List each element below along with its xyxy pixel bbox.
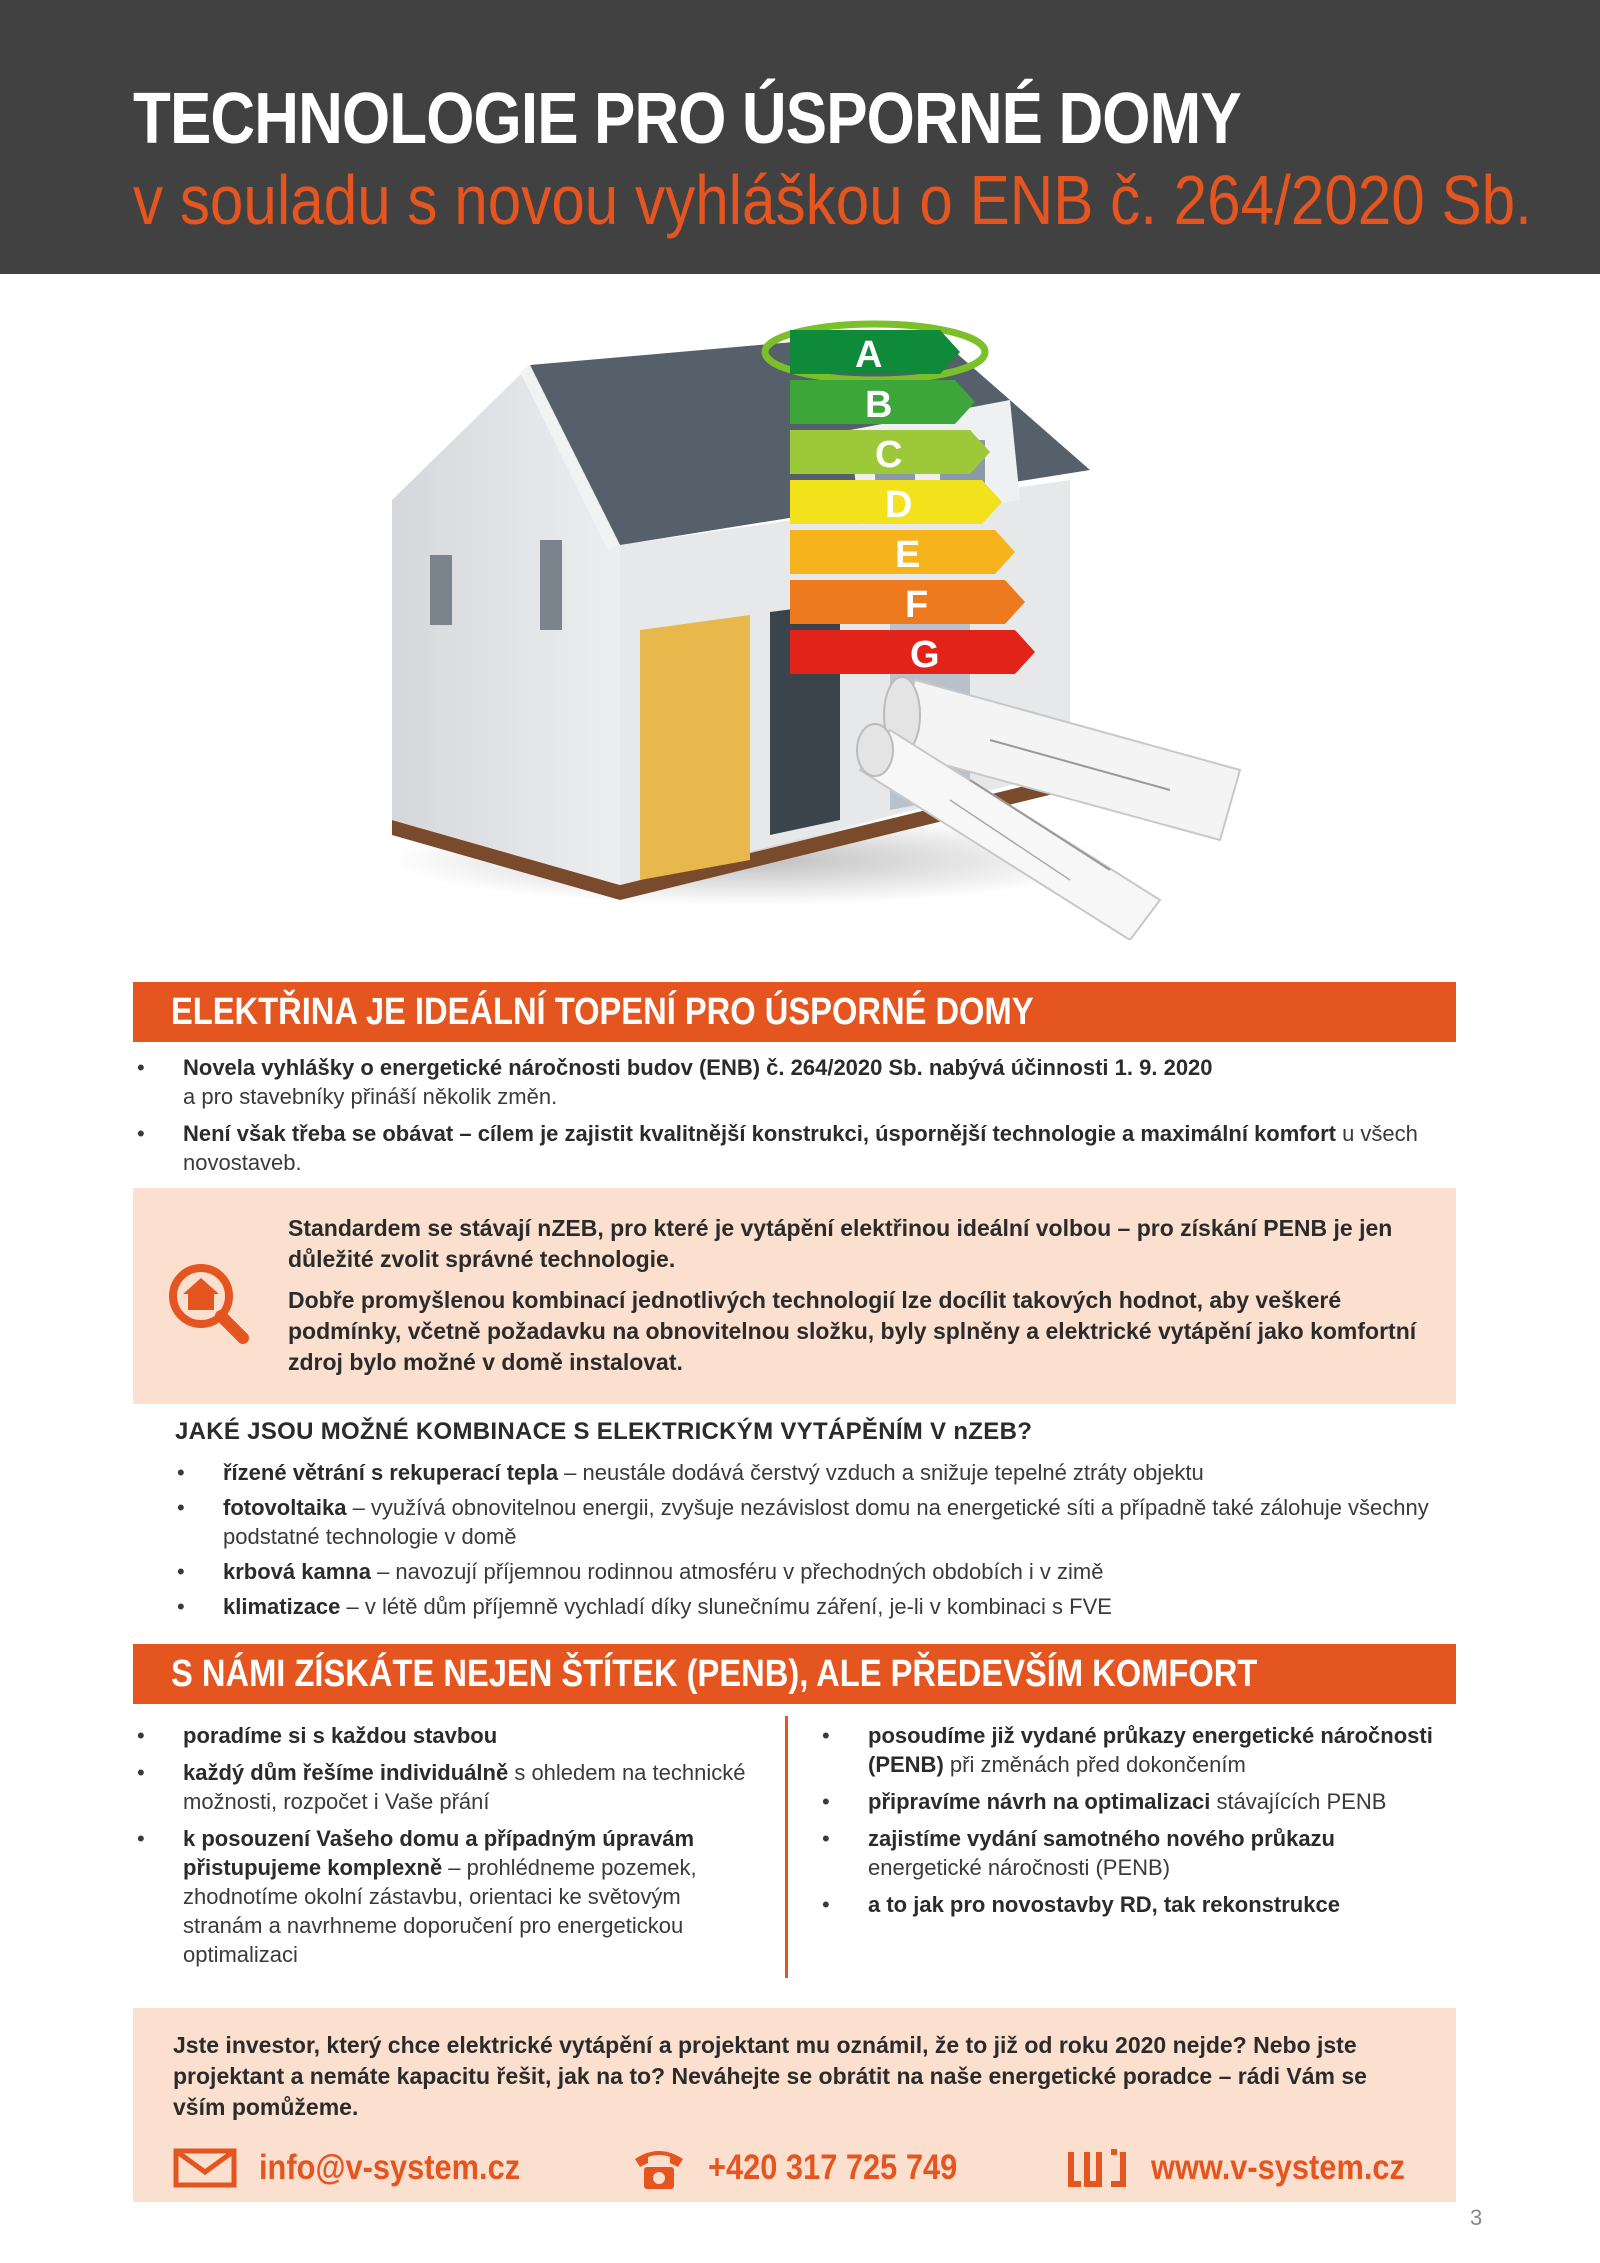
section-heading-comfort: S NÁMI ZÍSKÁTE NEJEN ŠTÍTEK (PENB), ALE PŘEDEVŠÍM KOMFORT [133, 1644, 1456, 1704]
list-item: • posoudíme již vydané průkazy energetické náročnosti (PENB) při změnách před dokončením [820, 1721, 1445, 1779]
list-item: • fotovoltaika – využívá obnovitelnou energii, zvyšuje nezávislost domu na energetické síti a případně také zálohuje všechny podstatné technologie v domě [175, 1493, 1435, 1551]
info-box [133, 1188, 1456, 1404]
header-banner [0, 0, 1600, 274]
svg-text:D: D [885, 484, 913, 526]
svg-text:G: G [910, 634, 940, 676]
gable-window [540, 540, 562, 630]
energy-label-a [790, 330, 960, 376]
svg-text:F: F [905, 584, 929, 626]
envelope-icon [173, 2148, 237, 2188]
list-item: • řízené větrání s rekuperací tepla – neustále dodává čerstvý vzduch a snižuje tepelné ztráty objektu [175, 1458, 1435, 1487]
energy-label-e [790, 530, 1015, 576]
list-item: • k posouzení Vašeho domu a případným úpravám přistupujeme komplexně – prohlédneme pozemek, zhodnotíme okolní zástavbu, orientaci ke světovým stranám a navrhneme doporučení pro energetickou optimalizaci [135, 1824, 765, 1969]
energy-label-b [790, 380, 975, 426]
energy-label-c [790, 430, 990, 476]
svg-text:A: A [855, 334, 883, 376]
insulation-panel [640, 615, 750, 880]
svg-text:E: E [895, 534, 921, 576]
list-item: • Novela vyhlášky o energetické náročnosti budov (ENB) č. 264/2020 Sb. nabývá účinnosti 1. 9. 2020 a pro stavebníky přináší několik změn. [135, 1053, 1435, 1111]
services-left-list [135, 1721, 765, 1977]
list-item: • klimatizace – v létě dům příjemně vychladí díky slunečnímu záření, je-li v kombinaci s FVE [175, 1592, 1435, 1621]
house-energy-illustration [370, 300, 1270, 940]
svg-text:C: C [875, 434, 903, 476]
list-item: • poradíme si s každou stavbou [135, 1721, 765, 1750]
house-search-icon [163, 1258, 253, 1348]
section-heading-electricity: ELEKTŘINA JE IDEÁLNÍ TOPENÍ PRO ÚSPORNÉ DOMY [133, 982, 1456, 1042]
column-divider [785, 1716, 788, 1978]
energy-label-f [790, 580, 1025, 626]
page-subtitle: v souladu s novou vyhláškou o ENB č. 264/2020 Sb. [133, 161, 1532, 239]
phone-number[interactable]: +420 317 725 749 [708, 2148, 958, 2187]
phone-icon [632, 2145, 686, 2191]
cta-text: Jste investor, který chce elektrické vytápění a projektant mu oznámil, že to již od roku 2020 nejde? Nebo jste projektant a nemáte kapacitu řešit, jak na to? Neváhejte se obrátit na naše energetické poradce – rádi Vám se vším pomůžeme. [173, 2032, 1367, 2120]
list-item: • krbová kamna – navozují příjemnou rodinnou atmosféru v přechodných obdobích i v zimě [175, 1557, 1435, 1586]
v-system-logo-icon [1065, 2146, 1129, 2190]
contact-phone[interactable] [632, 2143, 991, 2193]
website-link[interactable]: www.v-system.cz [1151, 2148, 1405, 2187]
services-right-list [820, 1721, 1445, 1927]
combinations-title: JAKÉ JSOU MOŽNÉ KOMBINACE S ELEKTRICKÝM VYTÁPĚNÍM V nZEB? [175, 1418, 1033, 1445]
combinations-list [175, 1458, 1435, 1627]
page-title: TECHNOLOGIE PRO ÚSPORNÉ DOMY [133, 79, 1241, 159]
info-paragraph-1: Standardem se stávají nZEB, pro které je vytápění elektřinou ideální volbou – pro získání PENB je jen důležité zvolit správné technologie. [288, 1215, 1393, 1272]
electricity-bullets [135, 1053, 1435, 1185]
gable-window [430, 555, 452, 625]
contact-web[interactable] [1065, 2143, 1440, 2193]
contact-email[interactable] [173, 2143, 556, 2193]
energy-label-g [790, 630, 1035, 676]
info-paragraph-2: Dobře promyšlenou kombinací jednotlivých technologií lze docílit takových hodnot, aby veškeré podmínky, včetně požadavku na obnovitelnou složku, byly splněny a elektrické vytápění jako komfortní zdroj bylo možné v domě instalovat. [288, 1287, 1417, 1375]
energy-label-d [790, 480, 1002, 526]
list-item: • Není však třeba se obávat – cílem je zajistit kvalitnější konstrukci, úspornější technologie a maximální komfort u všech novostaveb. [135, 1119, 1435, 1177]
email-link[interactable]: info@v-system.cz [259, 2148, 521, 2187]
list-item: • zajistíme vydání samotného nového průkazu energetické náročnosti (PENB) [820, 1824, 1445, 1882]
svg-text:B: B [865, 384, 893, 426]
page-number: 3 [1470, 2205, 1483, 2230]
list-item: • připravíme návrh na optimalizaci stávajících PENB [820, 1787, 1445, 1816]
list-item: • a to jak pro novostavby RD, tak rekonstrukce [820, 1890, 1445, 1919]
list-item: • každý dům řešíme individuálně s ohledem na technické možnosti, rozpočet i Vaše přání [135, 1758, 765, 1816]
